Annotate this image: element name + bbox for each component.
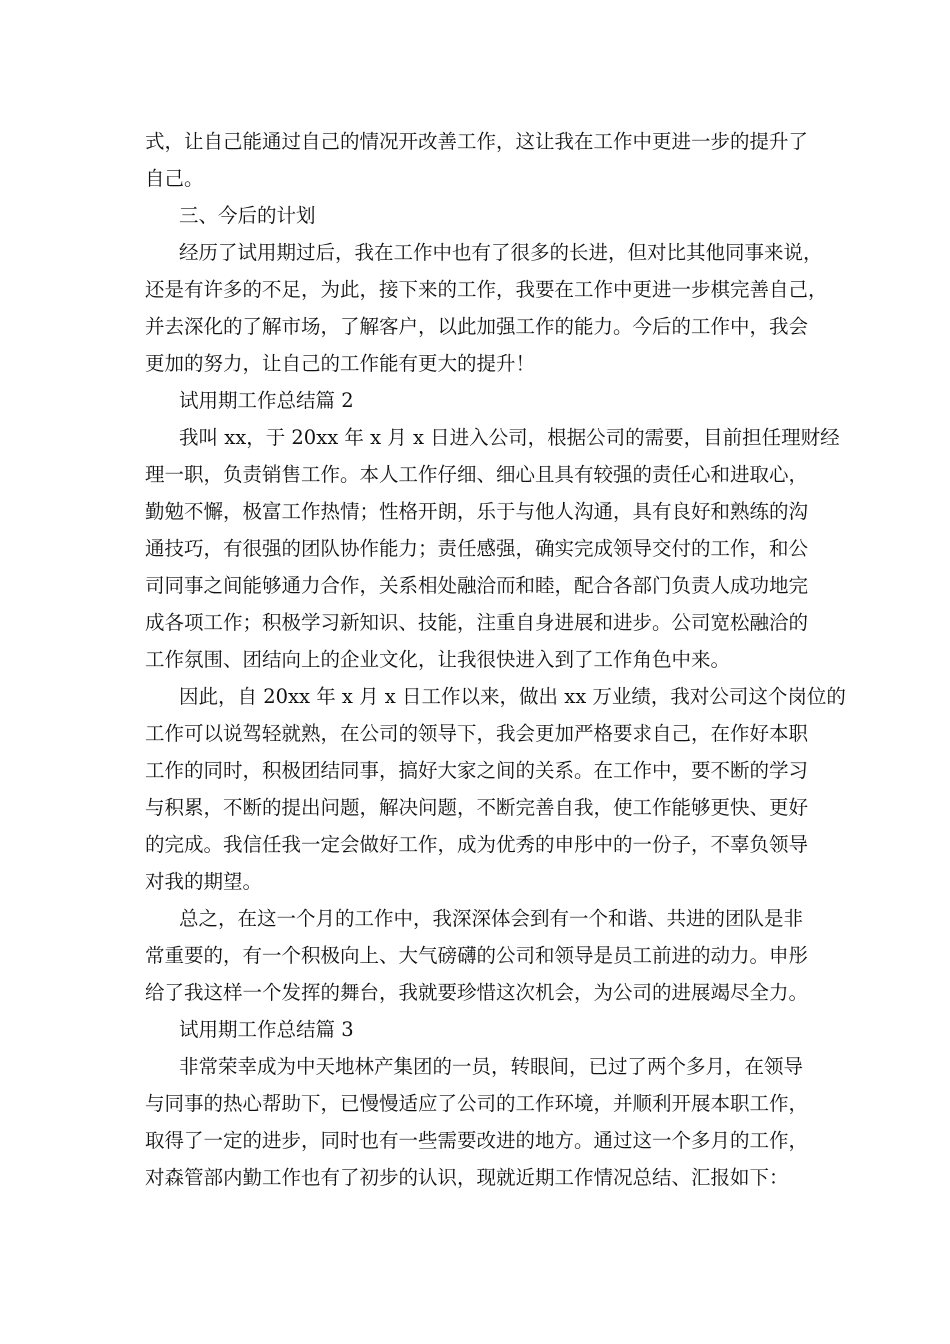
text-line: 取得了一定的进步，同时也有一些需要改进的地方。通过这一个多月的工作， [145,1129,809,1152]
text-line: 经历了试用期过后，我在工作中也有了很多的长进，但对比其他同事来说， [179,241,823,264]
text-line: 与积累，不断的提出问题，解决问题，不断完善自我，使工作能够更快、更好 [145,796,809,819]
text-line: 工作可以说驾轻就熟，在公司的领导下，我会更加严格要求自己，在作好本职 [145,722,809,745]
text-line: 我叫 xx，于 20xx 年 x 月 x 日进入公司，根据公司的需要，目前担任理财经 [179,426,840,449]
text-line: 更加的努力，让自己的工作能有更大的提升！ [145,352,536,375]
text-line: 对森管部内勤工作也有了初步的认识，现就近期工作情况总结、汇报如下： [145,1166,789,1189]
text-line: 与同事的热心帮助下，已慢慢适应了公司的工作环境，并顺利开展本职工作， [145,1092,809,1115]
text-line: 给了我这样一个发挥的舞台，我就要珍惜这次机会，为公司的进展竭尽全力。 [145,981,809,1004]
text-line: 对我的期望。 [145,870,263,893]
text-line: 非常荣幸成为中天地林产集团的一员，转眼间，已过了两个多月，在领导 [179,1055,804,1078]
paragraph-introduction [145,419,840,678]
paragraph-conclusion [145,900,810,1011]
text-line: 常重要的，有一个积极向上、大气磅礴的公司和领导是员工前进的动力。申彤 [145,944,809,967]
text-line: 成各项工作；积极学习新知识、技能，注重自身进展和进步。公司宽松融洽的 [145,611,809,634]
text-line: 自己。 [145,167,204,190]
paragraph-summary-3-intro [145,1048,810,1196]
paragraph-continuation [145,123,810,197]
text-line: 司同事之间能够通力合作，关系相处融洽而和睦，配合各部门负责人成功地完 [145,574,809,597]
document-page [145,123,846,1196]
text-line: 因此，自 20xx 年 x 月 x 日工作以来，做出 xx 万业绩，我对公司这个岗位的 [179,685,846,708]
text-line: 通技巧，有很强的团队协作能力；责任感强，确实完成领导交付的工作，和公 [145,537,809,560]
text-line: 还是有许多的不足，为此，接下来的工作，我要在工作中更进一步棋完善自己， [145,278,828,301]
text-line: 式，让自己能通过自己的情况开改善工作，这让我在工作中更进一步的提升了 [145,130,809,153]
text-line: 勤勉不懈，极富工作热情；性格开朗，乐于与他人沟通，具有良好和熟练的沟 [145,500,809,523]
paragraph-future-plan [145,234,828,382]
section-heading-summary-2: 试用期工作总结篇 2 [179,389,354,412]
section-heading-future-plan: 三、今后的计划 [179,204,316,227]
text-line: 总之，在这一个月的工作中，我深深体会到有一个和谐、共进的团队是非 [179,907,804,930]
text-line: 工作氛围、团结向上的企业文化，让我很快进入到了工作角色中来。 [145,648,731,671]
text-line: 并去深化的了解市场，了解客户，以此加强工作的能力。今后的工作中，我会 [145,315,809,338]
text-line: 工作的同时，积极团结同事，搞好大家之间的关系。在工作中，要不断的学习 [145,759,809,782]
text-line: 理一职，负责销售工作。本人工作仔细、细心且具有较强的责任心和进取心， [145,463,809,486]
section-heading-summary-3: 试用期工作总结篇 3 [179,1018,354,1041]
text-line: 的完成。我信任我一定会做好工作，成为优秀的申彤中的一份子，不辜负领导 [145,833,809,856]
paragraph-performance [145,678,846,900]
